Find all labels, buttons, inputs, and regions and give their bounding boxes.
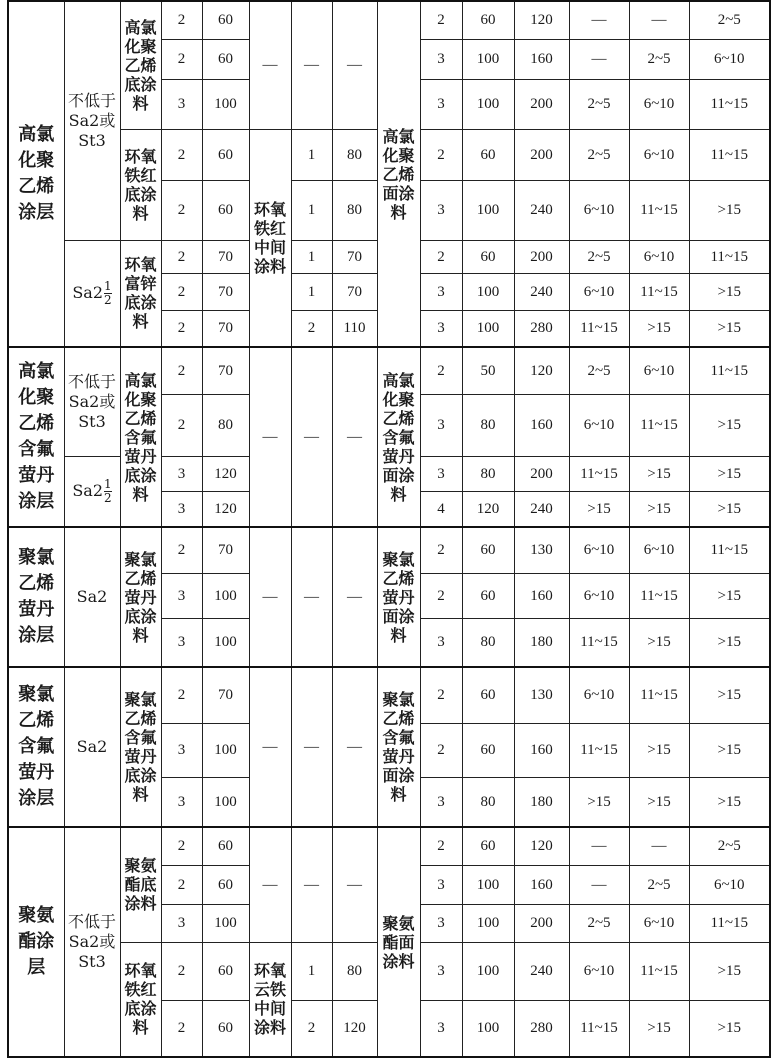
- primer-coats: 2: [161, 865, 202, 904]
- surface-prep: 不低于Sa2或St3: [64, 827, 120, 1057]
- mid-coats: 1: [291, 129, 332, 180]
- life-weak: 6~10: [689, 39, 770, 79]
- life-strong: —: [569, 39, 629, 79]
- top-coats: 3: [420, 777, 462, 827]
- primer-thickness: 60: [202, 827, 249, 865]
- top-coats: 3: [420, 1000, 462, 1057]
- life-weak: 11~15: [689, 240, 770, 273]
- mid-coats: 2: [291, 310, 332, 347]
- top-coats: 3: [420, 180, 462, 240]
- primer-coats: 3: [161, 904, 202, 942]
- life-strong: 11~15: [569, 1000, 629, 1057]
- life-strong: 6~10: [569, 527, 629, 573]
- total-thickness: 200: [514, 904, 569, 942]
- top-coats: 2: [420, 347, 462, 394]
- top-thickness: 100: [462, 79, 514, 129]
- life-weak: >15: [689, 942, 770, 1000]
- life-medium: 11~15: [629, 394, 689, 456]
- primer-coats: 2: [161, 39, 202, 79]
- mid-thickness: —: [332, 1, 377, 129]
- mid-thickness: —: [332, 667, 377, 827]
- top-coats: 4: [420, 491, 462, 527]
- total-thickness: 160: [514, 573, 569, 618]
- mid-coats: 1: [291, 273, 332, 310]
- total-thickness: 160: [514, 394, 569, 456]
- primer-thickness: 60: [202, 39, 249, 79]
- top-thickness: 80: [462, 618, 514, 667]
- life-strong: —: [569, 827, 629, 865]
- mid-thickness: 80: [332, 180, 377, 240]
- fraction-den: 2: [104, 490, 112, 505]
- table-row: [8, 347, 770, 394]
- total-thickness: 240: [514, 942, 569, 1000]
- life-strong: 6~10: [569, 573, 629, 618]
- primer-thickness: 60: [202, 865, 249, 904]
- primer-thickness: 80: [202, 394, 249, 456]
- primer-coats: 2: [161, 1000, 202, 1057]
- mid-coats: —: [291, 667, 332, 827]
- coating-spec-table: [7, 0, 771, 1058]
- life-strong: 6~10: [569, 942, 629, 1000]
- total-thickness: 160: [514, 723, 569, 777]
- table-row: [8, 1, 770, 39]
- primer-thickness: 100: [202, 904, 249, 942]
- primer-thickness: 120: [202, 491, 249, 527]
- life-medium: 11~15: [629, 573, 689, 618]
- life-strong: 2~5: [569, 129, 629, 180]
- primer-name: 高氯化聚乙烯含氟萤丹底涂料: [120, 347, 161, 527]
- surface-prep: 不低于Sa2或St3: [64, 1, 120, 240]
- top-coats: 3: [420, 273, 462, 310]
- top-coats: 3: [420, 904, 462, 942]
- topcoat-name: 聚氨酯面涂料: [377, 827, 420, 1057]
- life-weak: >15: [689, 456, 770, 491]
- primer-coats: 3: [161, 456, 202, 491]
- mid-coat-name: 环氧铁红中间涂料: [249, 129, 291, 347]
- life-medium: >15: [629, 1000, 689, 1057]
- top-coats: 2: [420, 1, 462, 39]
- life-medium: 6~10: [629, 904, 689, 942]
- life-medium: 11~15: [629, 180, 689, 240]
- life-weak: >15: [689, 723, 770, 777]
- table-row: [8, 667, 770, 723]
- life-strong: 6~10: [569, 667, 629, 723]
- life-medium: >15: [629, 777, 689, 827]
- life-weak: >15: [689, 1000, 770, 1057]
- primer-thickness: 70: [202, 240, 249, 273]
- primer-coats: 2: [161, 667, 202, 723]
- top-coats: 2: [420, 827, 462, 865]
- surface-prep-sa2-half: [64, 240, 120, 347]
- mid-coats: —: [291, 527, 332, 667]
- primer-coats: 2: [161, 180, 202, 240]
- top-thickness: 60: [462, 527, 514, 573]
- top-thickness: 100: [462, 273, 514, 310]
- life-strong: >15: [569, 777, 629, 827]
- life-weak: 11~15: [689, 527, 770, 573]
- primer-coats: 3: [161, 79, 202, 129]
- life-strong: 6~10: [569, 180, 629, 240]
- primer-name: 环氧富锌底涂料: [120, 240, 161, 347]
- mid-coats: 1: [291, 240, 332, 273]
- primer-coats: 3: [161, 618, 202, 667]
- top-thickness: 60: [462, 129, 514, 180]
- coating-system-name: 高氯化聚乙烯含氟萤丹涂层: [8, 347, 64, 527]
- life-medium: 6~10: [629, 527, 689, 573]
- primer-coats: 3: [161, 491, 202, 527]
- life-medium: >15: [629, 723, 689, 777]
- life-strong: 2~5: [569, 240, 629, 273]
- top-thickness: 80: [462, 456, 514, 491]
- mid-coats: —: [291, 1, 332, 129]
- life-strong: >15: [569, 491, 629, 527]
- life-weak: >15: [689, 777, 770, 827]
- life-strong: 2~5: [569, 904, 629, 942]
- primer-thickness: 60: [202, 129, 249, 180]
- mid-coat-name: —: [249, 667, 291, 827]
- primer-name: 聚氯乙烯萤丹底涂料: [120, 527, 161, 667]
- surface-grade: Sa2: [72, 480, 104, 500]
- top-thickness: 100: [462, 904, 514, 942]
- top-thickness: 50: [462, 347, 514, 394]
- top-coats: 2: [420, 723, 462, 777]
- top-coats: 3: [420, 394, 462, 456]
- total-thickness: 130: [514, 667, 569, 723]
- primer-coats: 3: [161, 777, 202, 827]
- mid-coats: 1: [291, 942, 332, 1000]
- total-thickness: 280: [514, 1000, 569, 1057]
- primer-name: 聚氨酯底涂料: [120, 827, 161, 942]
- life-weak: 11~15: [689, 129, 770, 180]
- life-weak: 11~15: [689, 347, 770, 394]
- top-thickness: 60: [462, 667, 514, 723]
- primer-thickness: 100: [202, 573, 249, 618]
- top-coats: 3: [420, 456, 462, 491]
- mid-coat-name: 环氧云铁中间涂料: [249, 942, 291, 1057]
- primer-thickness: 60: [202, 1000, 249, 1057]
- life-medium: —: [629, 1, 689, 39]
- primer-coats: 2: [161, 240, 202, 273]
- life-strong: 6~10: [569, 394, 629, 456]
- life-medium: 2~5: [629, 39, 689, 79]
- life-weak: >15: [689, 667, 770, 723]
- mid-thickness: —: [332, 347, 377, 527]
- top-thickness: 60: [462, 723, 514, 777]
- mid-thickness: —: [332, 827, 377, 942]
- life-weak: 2~5: [689, 1, 770, 39]
- top-thickness: 100: [462, 310, 514, 347]
- total-thickness: 180: [514, 618, 569, 667]
- total-thickness: 160: [514, 865, 569, 904]
- mid-thickness: 70: [332, 273, 377, 310]
- life-medium: 11~15: [629, 273, 689, 310]
- primer-thickness: 70: [202, 527, 249, 573]
- top-thickness: 100: [462, 865, 514, 904]
- topcoat-name: 聚氯乙烯含氟萤丹面涂料: [377, 667, 420, 827]
- total-thickness: 240: [514, 180, 569, 240]
- life-medium: 6~10: [629, 347, 689, 394]
- life-medium: 6~10: [629, 129, 689, 180]
- top-thickness: 60: [462, 573, 514, 618]
- primer-thickness: 60: [202, 1, 249, 39]
- total-thickness: 160: [514, 39, 569, 79]
- life-medium: >15: [629, 618, 689, 667]
- life-medium: —: [629, 827, 689, 865]
- top-coats: 2: [420, 129, 462, 180]
- mid-thickness: 70: [332, 240, 377, 273]
- mid-coats: —: [291, 827, 332, 942]
- primer-thickness: 60: [202, 942, 249, 1000]
- total-thickness: 120: [514, 827, 569, 865]
- life-strong: 11~15: [569, 456, 629, 491]
- total-thickness: 120: [514, 1, 569, 39]
- life-weak: >15: [689, 310, 770, 347]
- primer-coats: 2: [161, 527, 202, 573]
- mid-coat-name: —: [249, 827, 291, 942]
- life-medium: 11~15: [629, 667, 689, 723]
- surface-prep-sa2-half: [64, 456, 120, 527]
- total-thickness: 240: [514, 491, 569, 527]
- top-thickness: 80: [462, 394, 514, 456]
- coating-system-name: 聚氨酯涂层: [8, 827, 64, 1057]
- primer-coats: 3: [161, 573, 202, 618]
- top-coats: 3: [420, 618, 462, 667]
- mid-thickness: 80: [332, 942, 377, 1000]
- top-thickness: 100: [462, 180, 514, 240]
- life-strong: 2~5: [569, 347, 629, 394]
- primer-coats: 2: [161, 394, 202, 456]
- total-thickness: 120: [514, 347, 569, 394]
- life-weak: >15: [689, 618, 770, 667]
- top-coats: 3: [420, 79, 462, 129]
- top-coats: 2: [420, 240, 462, 273]
- primer-coats: 2: [161, 942, 202, 1000]
- surface-grade: Sa2: [72, 282, 104, 302]
- top-coats: 3: [420, 865, 462, 904]
- total-thickness: 200: [514, 456, 569, 491]
- fraction-den: 2: [104, 292, 112, 307]
- mid-thickness: 110: [332, 310, 377, 347]
- total-thickness: 280: [514, 310, 569, 347]
- life-weak: >15: [689, 573, 770, 618]
- primer-name: 聚氯乙烯含氟萤丹底涂料: [120, 667, 161, 827]
- life-strong: 2~5: [569, 79, 629, 129]
- primer-coats: 2: [161, 129, 202, 180]
- total-thickness: 130: [514, 527, 569, 573]
- top-coats: 3: [420, 310, 462, 347]
- life-weak: 11~15: [689, 79, 770, 129]
- top-coats: 2: [420, 667, 462, 723]
- top-thickness: 120: [462, 491, 514, 527]
- mid-thickness: 120: [332, 1000, 377, 1057]
- total-thickness: 200: [514, 240, 569, 273]
- table-row: [8, 527, 770, 573]
- mid-coat-name: —: [249, 527, 291, 667]
- top-coats: 3: [420, 942, 462, 1000]
- top-thickness: 100: [462, 39, 514, 79]
- life-weak: >15: [689, 273, 770, 310]
- life-strong: 11~15: [569, 310, 629, 347]
- life-weak: 6~10: [689, 865, 770, 904]
- top-thickness: 60: [462, 240, 514, 273]
- life-medium: >15: [629, 310, 689, 347]
- primer-coats: 2: [161, 347, 202, 394]
- life-strong: —: [569, 865, 629, 904]
- primer-name: 高氯化聚乙烯底涂料: [120, 1, 161, 129]
- primer-thickness: 100: [202, 723, 249, 777]
- surface-prep: Sa2: [64, 667, 120, 827]
- top-thickness: 80: [462, 777, 514, 827]
- coating-system-name: 聚氯乙烯萤丹涂层: [8, 527, 64, 667]
- life-strong: 6~10: [569, 273, 629, 310]
- life-weak: 2~5: [689, 827, 770, 865]
- mid-coat-name: —: [249, 1, 291, 129]
- primer-thickness: 70: [202, 310, 249, 347]
- fraction: [104, 478, 112, 505]
- primer-name: 环氧铁红底涂料: [120, 942, 161, 1057]
- primer-thickness: 70: [202, 273, 249, 310]
- total-thickness: 240: [514, 273, 569, 310]
- life-weak: >15: [689, 394, 770, 456]
- life-medium: 6~10: [629, 79, 689, 129]
- mid-thickness: —: [332, 527, 377, 667]
- mid-thickness: 80: [332, 129, 377, 180]
- primer-coats: 2: [161, 273, 202, 310]
- life-medium: 6~10: [629, 240, 689, 273]
- table-row: [8, 827, 770, 865]
- top-thickness: 60: [462, 827, 514, 865]
- life-medium: >15: [629, 456, 689, 491]
- primer-thickness: 120: [202, 456, 249, 491]
- primer-name: 环氧铁红底涂料: [120, 129, 161, 240]
- top-thickness: 100: [462, 1000, 514, 1057]
- mid-coats: —: [291, 347, 332, 527]
- life-strong: —: [569, 1, 629, 39]
- primer-thickness: 100: [202, 618, 249, 667]
- mid-coat-name: —: [249, 347, 291, 527]
- primer-thickness: 100: [202, 777, 249, 827]
- primer-thickness: 70: [202, 347, 249, 394]
- life-medium: 11~15: [629, 942, 689, 1000]
- top-thickness: 60: [462, 1, 514, 39]
- life-strong: 11~15: [569, 618, 629, 667]
- primer-coats: 2: [161, 827, 202, 865]
- top-thickness: 100: [462, 942, 514, 1000]
- life-medium: >15: [629, 491, 689, 527]
- fraction: [104, 280, 112, 307]
- top-coats: 3: [420, 39, 462, 79]
- primer-thickness: 100: [202, 79, 249, 129]
- life-weak: >15: [689, 491, 770, 527]
- coating-system-name: 高氯化聚乙烯涂层: [8, 1, 64, 347]
- topcoat-name: 聚氯乙烯萤丹面涂料: [377, 527, 420, 667]
- primer-thickness: 60: [202, 180, 249, 240]
- life-weak: >15: [689, 180, 770, 240]
- primer-thickness: 70: [202, 667, 249, 723]
- fraction-num: 1: [104, 476, 112, 491]
- mid-coats: 2: [291, 1000, 332, 1057]
- fraction-num: 1: [104, 278, 112, 293]
- total-thickness: 200: [514, 129, 569, 180]
- mid-coats: 1: [291, 180, 332, 240]
- topcoat-name: 高氯化聚乙烯面涂料: [377, 1, 420, 347]
- life-strong: 11~15: [569, 723, 629, 777]
- primer-coats: 3: [161, 723, 202, 777]
- life-weak: 11~15: [689, 904, 770, 942]
- primer-coats: 2: [161, 1, 202, 39]
- surface-prep: Sa2: [64, 527, 120, 667]
- primer-coats: 2: [161, 310, 202, 347]
- top-coats: 2: [420, 527, 462, 573]
- total-thickness: 200: [514, 79, 569, 129]
- total-thickness: 180: [514, 777, 569, 827]
- top-coats: 2: [420, 573, 462, 618]
- surface-prep: 不低于Sa2或St3: [64, 347, 120, 456]
- coating-system-name: 聚氯乙烯含氟萤丹涂层: [8, 667, 64, 827]
- topcoat-name: 高氯化聚乙烯含氟萤丹面涂料: [377, 347, 420, 527]
- life-medium: 2~5: [629, 865, 689, 904]
